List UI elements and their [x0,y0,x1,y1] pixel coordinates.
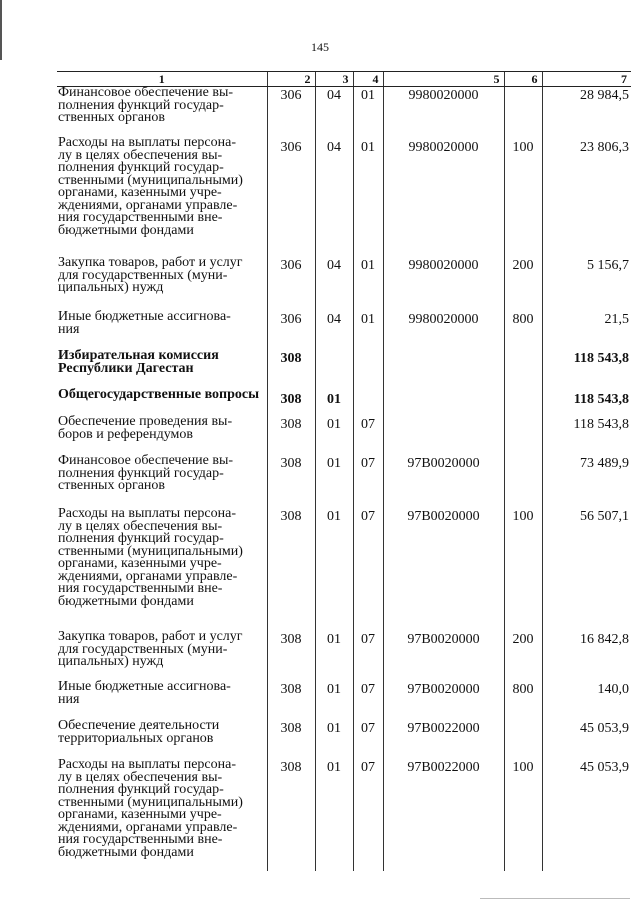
budget-table [57,71,631,871]
cell-amount: 73 489,9 [542,455,631,508]
cell-amount: 23 806,3 [542,137,631,257]
cell-expense-type: 100 [504,508,542,631]
cell-ministry-code: 308 [267,681,315,720]
cell-target-article [383,389,504,416]
column-header-2: 2 [267,72,315,87]
cell-subsection: 07 [353,416,383,455]
cell-amount: 45 053,9 [542,759,631,871]
cell-section: 01 [315,455,353,508]
cell-expense-type: 100 [504,759,542,871]
cell-target-article [383,416,504,455]
cell-section: 01 [315,416,353,455]
cell-ministry-code: 308 [267,455,315,508]
cell-expense-type [504,350,542,389]
table-body [57,87,631,872]
row-name: Финансовое обеспечение вы- полнения функций государ- ственных органов [58,85,234,125]
table-row [57,87,631,138]
cell-subsection: 07 [353,455,383,508]
row-name: Иные бюджетные ассигнова- ния [58,309,231,337]
row-name: Общегосударственные вопросы [58,387,260,402]
cell-target-article: 97В0020000 [383,631,504,681]
cell-ministry-code: 308 [267,350,315,389]
cell-section: 04 [315,87,353,138]
cell-section: 04 [315,257,353,311]
cell-section: 01 [315,389,353,416]
table-row [57,350,631,389]
cell-expense-type: 800 [504,311,542,350]
cell-section: 01 [315,759,353,871]
table-row [57,681,631,720]
cell-target-article: 97В0020000 [383,455,504,508]
cell-expense-type: 100 [504,137,542,257]
cell-expense-type: 800 [504,681,542,720]
cell-subsection [353,350,383,389]
table-row [57,631,631,681]
cell-subsection: 07 [353,631,383,681]
cell-section: 04 [315,137,353,257]
cell-subsection: 01 [353,87,383,138]
cell-target-article: 9980020000 [383,137,504,257]
row-name: Обеспечение деятельности территориальных органов [58,718,220,746]
cell-ministry-code: 306 [267,137,315,257]
page-number: 145 [311,40,329,54]
cell-target-article: 97В0022000 [383,759,504,871]
cell-target-article: 97В0020000 [383,681,504,720]
cell-target-article [383,350,504,389]
cell-amount: 56 507,1 [542,508,631,631]
row-name: Избирательная комиссия Республики Дагестан [58,348,219,376]
cell-subsection: 07 [353,759,383,871]
cell-expense-type [504,389,542,416]
column-header-5: 5 [383,72,504,87]
cell-ministry-code: 306 [267,311,315,350]
table-row [57,257,631,311]
row-name: Расходы на выплаты персона- лу в целях обеспечения вы- полнения функций государ- ственными (муниципальными) органами, казенными учре- ждениями, органами управле- ния государственными вне- бюджетными фондами [58,506,243,609]
cell-amount: 118 543,8 [542,389,631,416]
cell-amount: 16 842,8 [542,631,631,681]
cell-ministry-code: 308 [267,631,315,681]
cell-section: 01 [315,681,353,720]
cell-amount: 118 543,8 [542,350,631,389]
cell-ministry-code: 308 [267,416,315,455]
row-name: Расходы на выплаты персона- лу в целях обеспечения вы- полнения функций государ- ственными (муниципальными) органами, казенными учре- ждениями, органами управле- ния государственными вне- бюджетными фондами [58,757,243,860]
cell-target-article: 9980020000 [383,87,504,138]
column-header-4: 4 [353,72,383,87]
cell-expense-type: 200 [504,257,542,311]
cell-ministry-code: 308 [267,759,315,871]
row-name: Закупка товаров, работ и услуг для государственных (муни- ципальных) нужд [58,629,243,669]
cell-ministry-code: 308 [267,720,315,759]
row-name: Закупка товаров, работ и услуг для государственных (муни- ципальных) нужд [58,255,243,295]
cell-amount: 28 984,5 [542,87,631,138]
cell-target-article: 97В0020000 [383,508,504,631]
cell-expense-type: 200 [504,631,542,681]
cell-subsection: 07 [353,681,383,720]
cell-target-article: 9980020000 [383,311,504,350]
table-row [57,455,631,508]
cell-subsection: 07 [353,508,383,631]
table-row [57,311,631,350]
cell-subsection [353,389,383,416]
table-row [57,720,631,759]
cell-section: 04 [315,311,353,350]
column-header-1: 1 [57,72,267,87]
table-row [57,137,631,257]
cell-amount: 118 543,8 [542,416,631,455]
footer-rule [480,898,630,899]
cell-section: 01 [315,631,353,681]
column-header-7: 7 [542,72,631,87]
cell-target-article: 97В0022000 [383,720,504,759]
row-name: Финансовое обеспечение вы- полнения функций государ- ственных органов [58,453,234,493]
cell-expense-type [504,455,542,508]
table-row [57,416,631,455]
cell-expense-type [504,720,542,759]
cell-subsection: 01 [353,311,383,350]
cell-ministry-code: 308 [267,508,315,631]
cell-amount: 140,0 [542,681,631,720]
cell-expense-type [504,87,542,138]
table-row [57,759,631,871]
cell-amount: 45 053,9 [542,720,631,759]
cell-section: 01 [315,720,353,759]
cell-ministry-code: 306 [267,257,315,311]
table-row [57,508,631,631]
cell-ministry-code: 306 [267,87,315,138]
cell-section [315,350,353,389]
column-header-6: 6 [504,72,542,87]
cell-target-article: 9980020000 [383,257,504,311]
row-name: Иные бюджетные ассигнова- ния [58,679,231,707]
cell-amount: 21,5 [542,311,631,350]
cell-ministry-code: 308 [267,389,315,416]
cell-subsection: 07 [353,720,383,759]
row-name: Расходы на выплаты персона- лу в целях обеспечения вы- полнения функций государ- ственными (муниципальными) органами, казенными учре- ждениями, органами управле- ния государственными вне- бюджетными фондами [58,135,243,238]
cell-expense-type [504,416,542,455]
cell-subsection: 01 [353,137,383,257]
table-row [57,389,631,416]
cell-section: 01 [315,508,353,631]
cell-subsection: 01 [353,257,383,311]
column-header-3: 3 [315,72,353,87]
cell-amount: 5 156,7 [542,257,631,311]
row-name: Обеспечение проведения вы- боров и референдумов [58,414,233,442]
